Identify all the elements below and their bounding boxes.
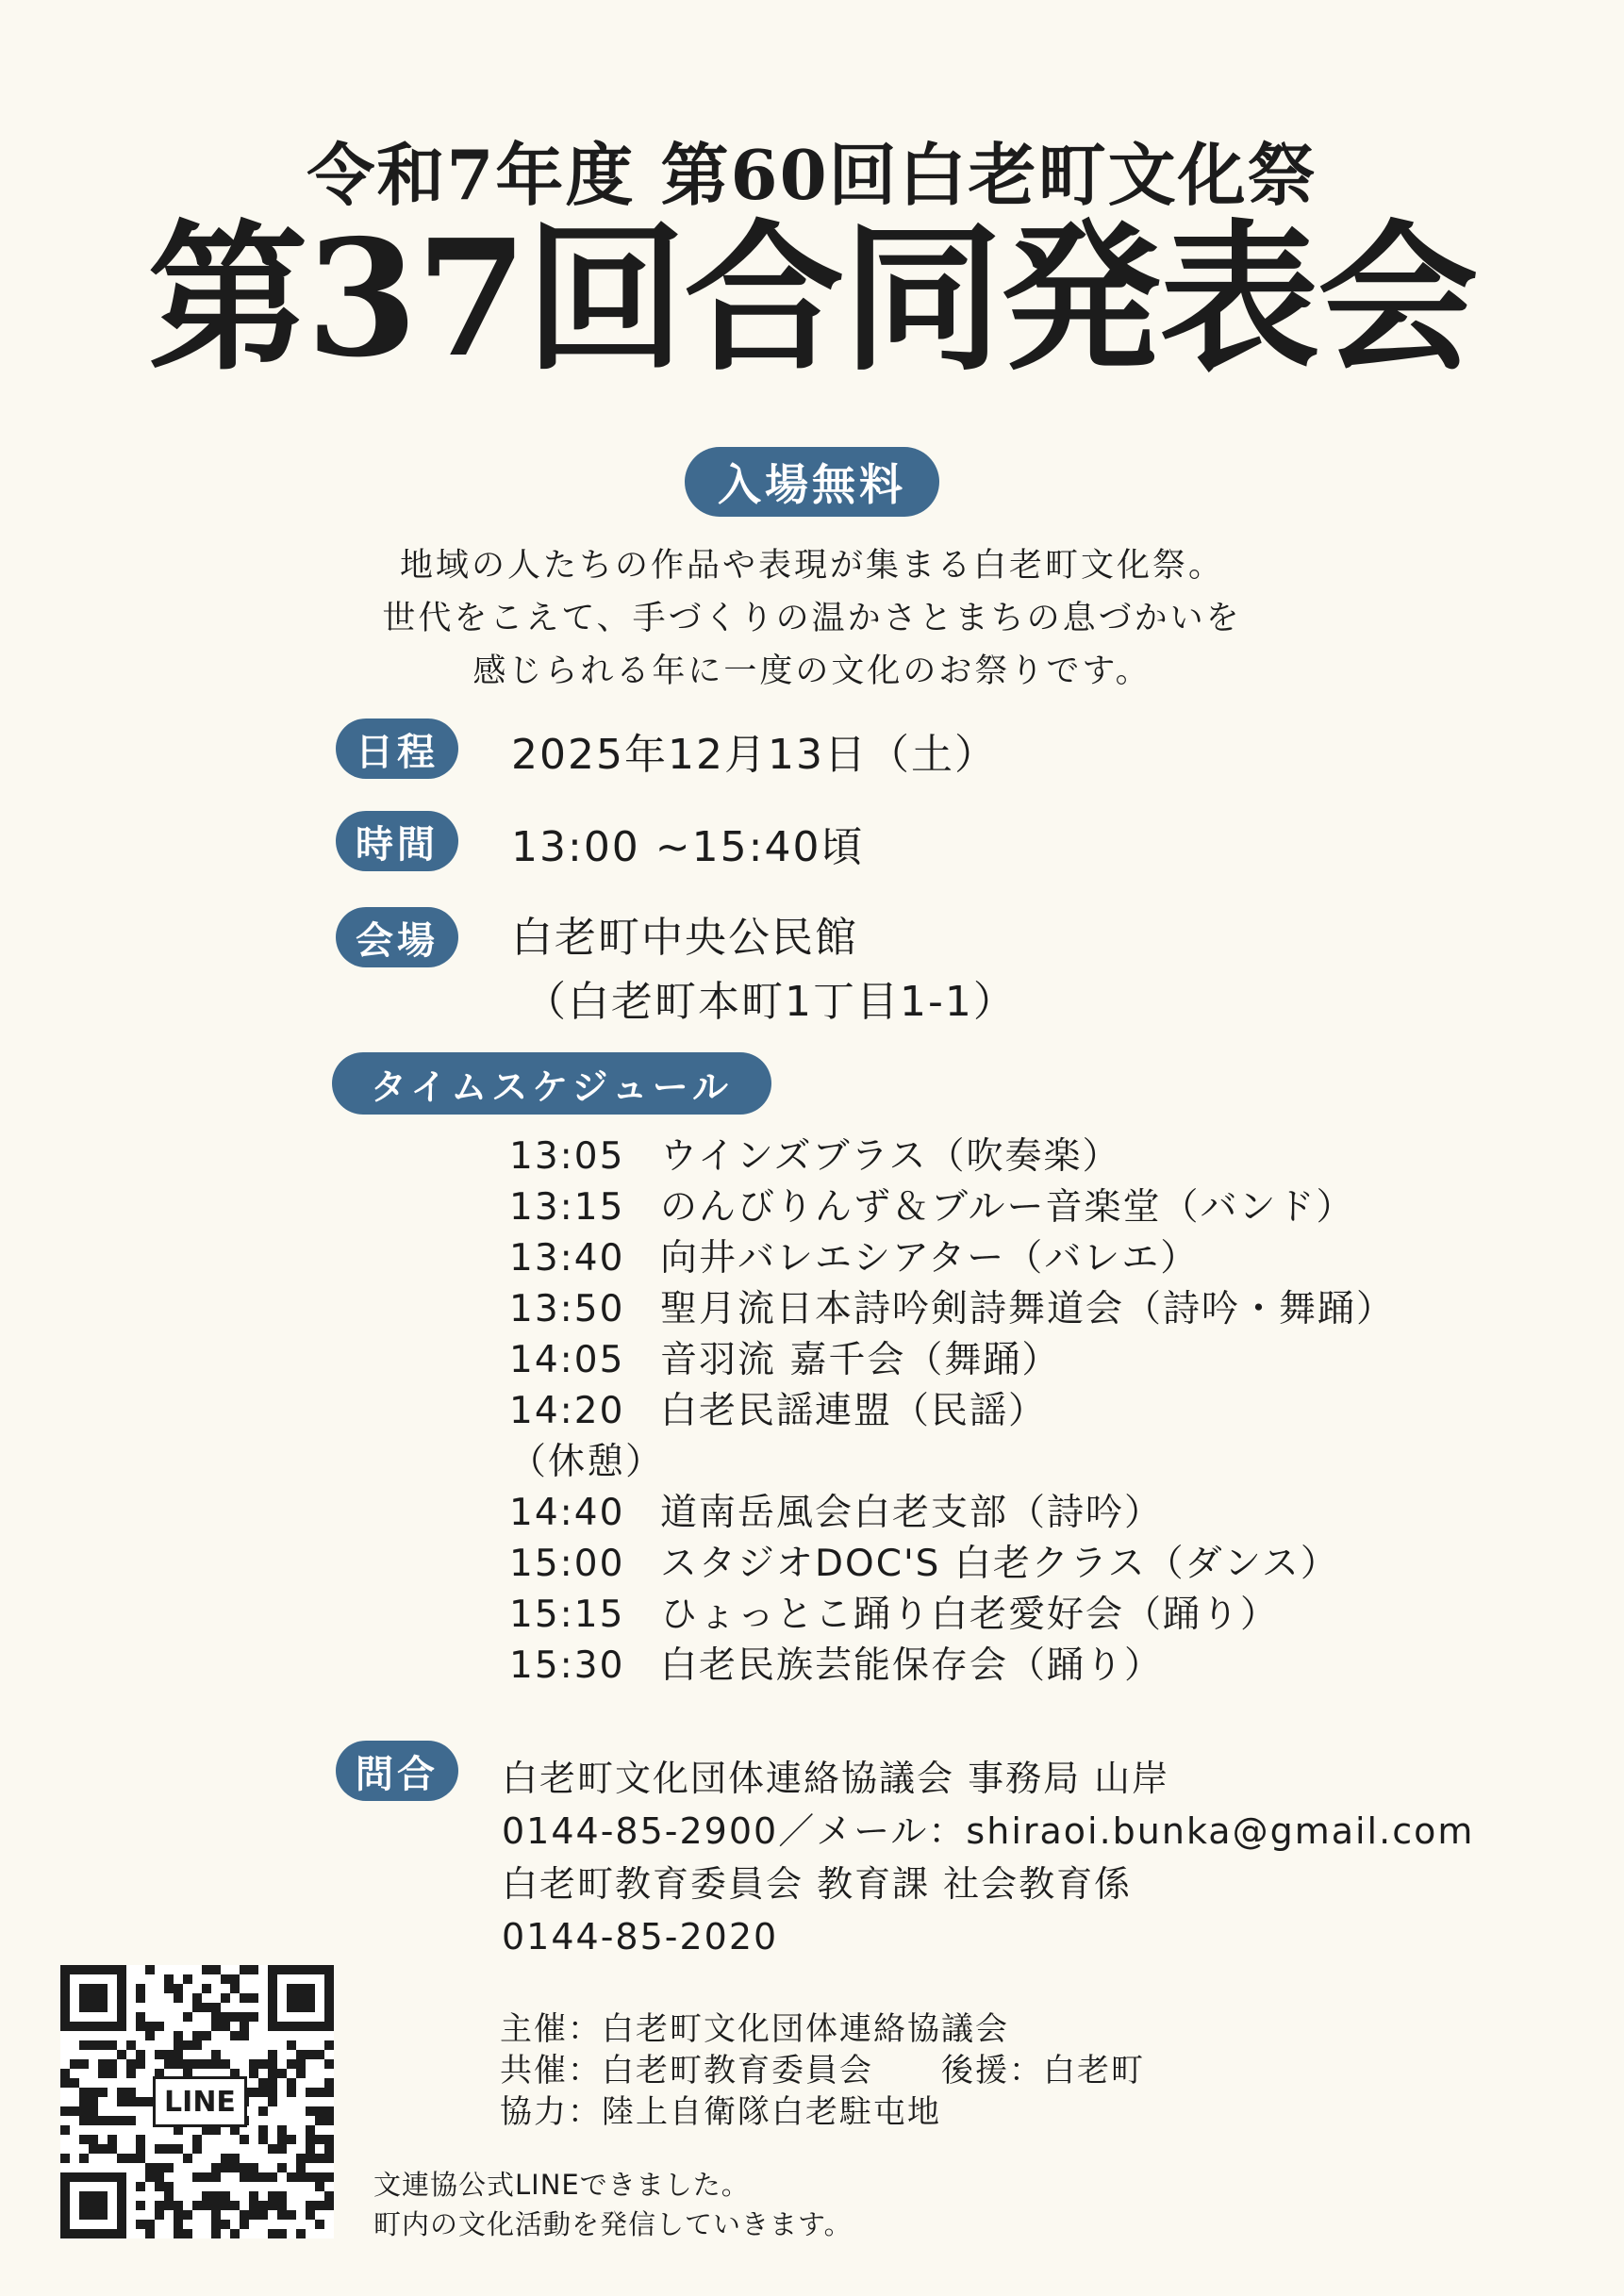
schedule-performer: スタジオDOC'S 白老クラス（ダンス） [660, 1543, 1339, 1585]
contact-label: 問合 [336, 1741, 458, 1801]
venue-label: 会場 [336, 907, 458, 967]
contact-org-2: 白老町教育委員会 教育課 社会教育係 [502, 1863, 1133, 1905]
line-note [373, 2165, 853, 2244]
contact-phone-email: 0144-85-2900／メール：shiraoi.bunka@gmail.com [502, 1810, 1475, 1852]
time-label: 時間 [336, 811, 458, 871]
contact-org: 白老町文化団体連絡協議会 事務局 山岸 [502, 1758, 1170, 1799]
contact-info [502, 1752, 1474, 1963]
schedule-time: 14:40 [509, 1492, 625, 1534]
schedule-performer: ウインズブラス（吹奏楽） [660, 1135, 1121, 1178]
line-logo: LINE [153, 2076, 247, 2127]
schedule-break: （休憩） [509, 1441, 665, 1483]
schedule-performer: 白老民謡連盟（民謡） [660, 1390, 1048, 1432]
sponsors [500, 2008, 1145, 2133]
free-admission-badge: 入場無料 [685, 447, 939, 517]
venue-address: （白老町本町1丁目1-1） [524, 978, 1017, 1026]
cooperation: 協力：陸上自衛隊白老駐屯地 [500, 2093, 941, 2131]
schedule-time: 13:40 [509, 1237, 625, 1280]
schedule-time: 14:20 [509, 1390, 625, 1432]
schedule-time: 14:05 [509, 1339, 625, 1381]
intro-line: 世代をこえて、手づくりの温かさとまちの息づかいを [382, 600, 1242, 637]
schedule-row [509, 1335, 1395, 1386]
line-qr-code[interactable] [60, 1965, 334, 2238]
line-note-line: 文連協公式LINEできました。 [373, 2169, 750, 2201]
schedule-time: 15:15 [509, 1594, 625, 1636]
schedule-row [509, 1590, 1395, 1641]
intro-line: 感じられる年に一度の文化のお祭りです。 [472, 652, 1152, 690]
schedule-row [509, 1131, 1395, 1182]
schedule-row [509, 1386, 1395, 1437]
event-title: 第37回合同発表会 [147, 205, 1477, 393]
schedule-time: 13:05 [509, 1135, 625, 1178]
event-subtitle: 令和7年度 第60回白老町文化祭 [307, 135, 1317, 215]
schedule-row [509, 1233, 1395, 1284]
schedule-row [509, 1488, 1395, 1539]
intro-text [0, 539, 1624, 698]
contact-phone-2: 0144-85-2020 [502, 1916, 779, 1957]
schedule-performer: 道南岳風会白老支部（詩吟） [660, 1492, 1164, 1534]
schedule-performer: 向井バレエシアター（バレエ） [660, 1237, 1200, 1280]
host: 主催：白老町文化団体連絡協議会 [500, 2010, 1009, 2048]
schedule-time: 15:30 [509, 1644, 625, 1687]
venue-name: 白老町中央公民館 [511, 914, 858, 962]
intro-line: 地域の人たちの作品や表現が集まる白老町文化祭。 [399, 547, 1224, 585]
schedule-break-row [509, 1437, 1395, 1488]
schedule-label: タイムスケジュール [332, 1052, 771, 1115]
time-value: 13:00 ~15:40頃 [511, 823, 865, 871]
line-note-line: 町内の文化活動を発信していきます。 [373, 2208, 853, 2240]
schedule-time: 13:15 [509, 1186, 625, 1229]
schedule-performer: ひょっとこ踊り白老愛好会（踊り） [660, 1594, 1280, 1636]
schedule-row [509, 1284, 1395, 1335]
schedule-performer: 白老民族芸能保存会（踊り） [660, 1644, 1164, 1687]
schedule-list [509, 1131, 1395, 1692]
date-value: 2025年12月13日（土） [511, 731, 998, 779]
schedule-row [509, 1182, 1395, 1233]
schedule-row [509, 1641, 1395, 1692]
date-label: 日程 [336, 719, 458, 779]
cohost: 共催：白老町教育委員会 後援：白老町 [500, 2052, 1145, 2090]
schedule-performer: 音羽流 嘉千会（舞踊） [660, 1339, 1061, 1381]
schedule-time: 15:00 [509, 1543, 625, 1585]
schedule-row [509, 1539, 1395, 1590]
schedule-performer: のんびりんず＆ブルー音楽堂（バンド） [660, 1186, 1355, 1229]
schedule-time: 13:50 [509, 1288, 625, 1330]
schedule-performer: 聖月流日本詩吟剣詩舞道会（詩吟・舞踊） [660, 1288, 1396, 1330]
